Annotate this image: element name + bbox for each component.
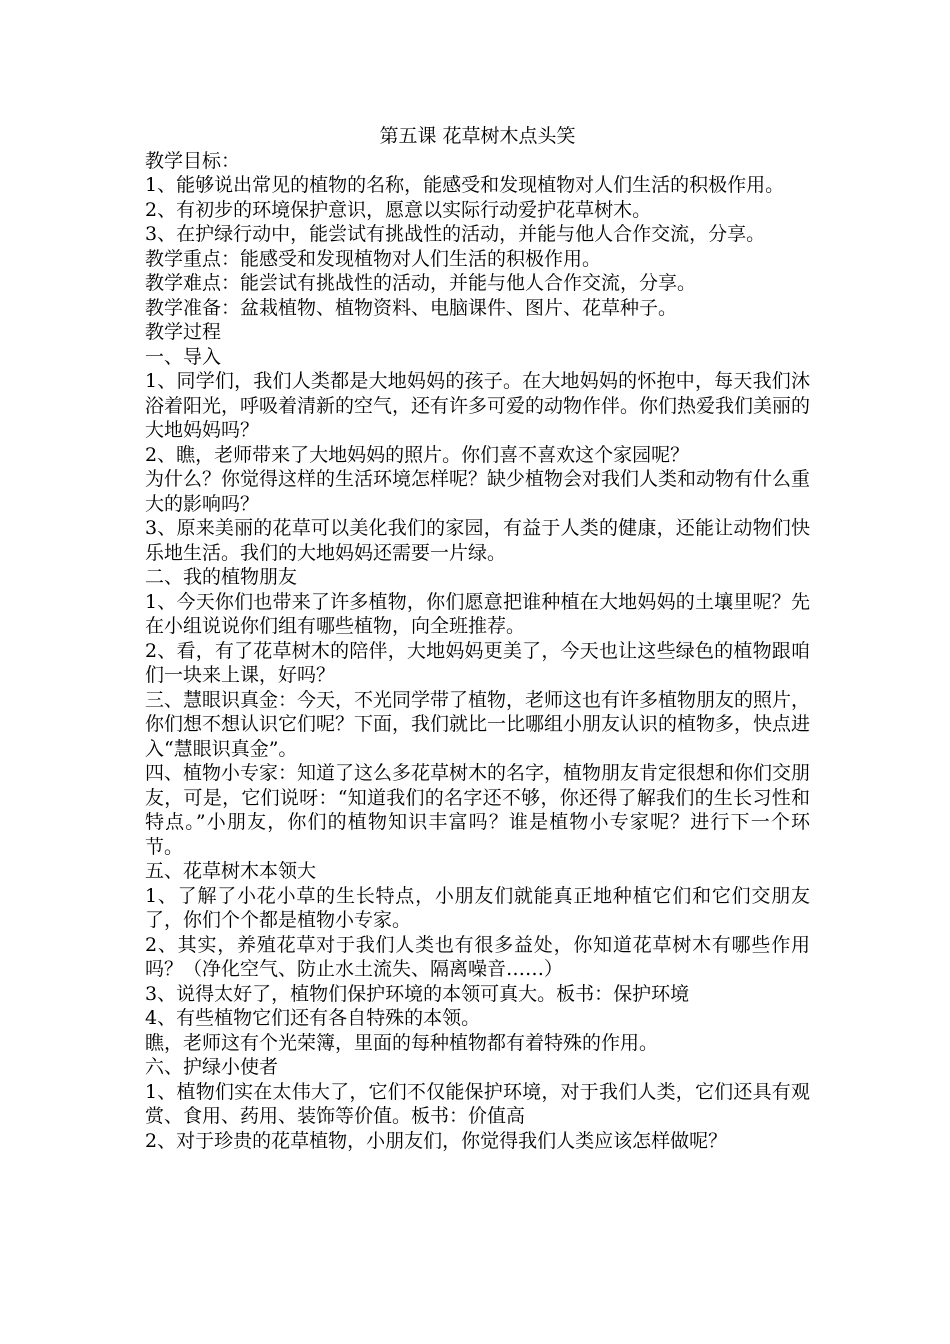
section-6-heading: 六、护绿小使者 — [145, 1056, 279, 1078]
section-6-item-1: 1、植物们实在太伟大了，它们不仅能保护环境，对于我们人类，它们还具有观赏、食用、药用、装饰等价值。板书：价值高 — [145, 1080, 810, 1127]
section-1-item-3: 3、原来美丽的花草可以美化我们的家园，有益于人类的健康，还能让动物们快乐地生活。我们的大地妈妈还需要一片绿。 — [145, 517, 810, 564]
section-5-item-3: 3、说得太好了，植物们保护环境的本领可真大。板书：保护环境 — [145, 982, 690, 1005]
objective-2: 2、有初步的环境保护意识，愿意以实际行动爱护花草树木。 — [145, 198, 652, 221]
section-2-item-1: 1、今天你们也带来了许多植物，你们愿意把谁种植在大地妈妈的土壤里呢？先在小组说说你们组有哪些植物，向全班推荐。 — [145, 590, 810, 637]
section-2-heading: 二、我的植物朋友 — [145, 566, 298, 588]
section-2-item-2: 2、看，有了花草树木的陪伴，大地妈妈更美了，今天也让这些绿色的植物跟咱们一块来上课，好吗？ — [145, 639, 810, 686]
preparation: 教学准备：盆栽植物、植物资料、电脑课件、图片、花草种子。 — [145, 296, 678, 319]
section-5-heading: 五、花草树木本领大 — [145, 860, 317, 882]
section-3: 三、慧眼识真金：今天，不光同学带了植物，老师这也有许多植物朋友的照片，你们想不想认识它们呢？下面，我们就比一比哪组小朋友认识的植物多，快点进入“慧眼识真金”。 — [145, 688, 811, 760]
section-1-item-1: 1、同学们，我们人类都是大地妈妈的孩子。在大地妈妈的怀抱中，每天我们沐浴着阳光，呼吸着清新的空气，还有许多可爱的动物作伴。你们热爱我们美丽的大地妈妈吗？ — [145, 370, 811, 441]
section-1-heading: 一、导入 — [145, 345, 222, 368]
key-point: 教学重点：能感受和发现植物对人们生活的积极作用。 — [145, 247, 602, 270]
objectives-heading: 教学目标： — [145, 149, 241, 172]
section-5-item-2: 2、其实，养殖花草对于我们人类也有很多益处，你知道花草树木有哪些作用吗？（净化空气、防止水土流失、隔离噪音……） — [145, 933, 810, 980]
document-title: 第五课 花草树木点头笑 — [379, 125, 576, 147]
objective-1: 1、能够说出常见的植物的名称，能感受和发现植物对人们生活的积极作用。 — [145, 174, 785, 196]
process-heading: 教学过程 — [145, 321, 222, 343]
objective-3: 3、在护绿行动中，能尝试有挑战性的活动，并能与他人合作交流，分享。 — [145, 223, 766, 245]
document-body — [145, 124, 810, 1153]
section-5-item-4: 4、有些植物它们还有各自特殊的本领。 — [145, 1007, 481, 1029]
difficult-point: 教学难点：能尝试有挑战性的活动，并能与他人合作交流，分享。 — [145, 272, 697, 294]
section-4: 四、植物小专家：知道了这么多花草树木的名字，植物朋友肯定很想和你们交朋友，可是，它们说呀：“知道我们的名字还不够，你还得了解我们的生长习性和特点。”小朋友，你们的植物知识丰富吗？谁是植物小专家呢？进行下一个环节。 — [145, 762, 811, 858]
section-5-item-4-cont: 瞧，老师这有个光荣簿，里面的每种植物都有着特殊的作用。 — [145, 1031, 659, 1054]
section-1-item-2: 2、瞧，老师带来了大地妈妈的照片。你们喜不喜欢这个家园呢？ — [145, 443, 690, 466]
section-6-item-2: 2、对于珍贵的花草植物，小朋友们，你觉得我们人类应该怎样做呢？ — [145, 1129, 728, 1152]
section-5-item-1: 1、了解了小花小草的生长特点，小朋友们就能真正地种植它们和它们交朋友了，你们个个都是植物小专家。 — [145, 884, 810, 931]
section-1-item-2-cont: 为什么？你觉得这样的生活环境怎样呢？缺少植物会对我们人类和动物有什么重大的影响吗？ — [145, 468, 811, 515]
